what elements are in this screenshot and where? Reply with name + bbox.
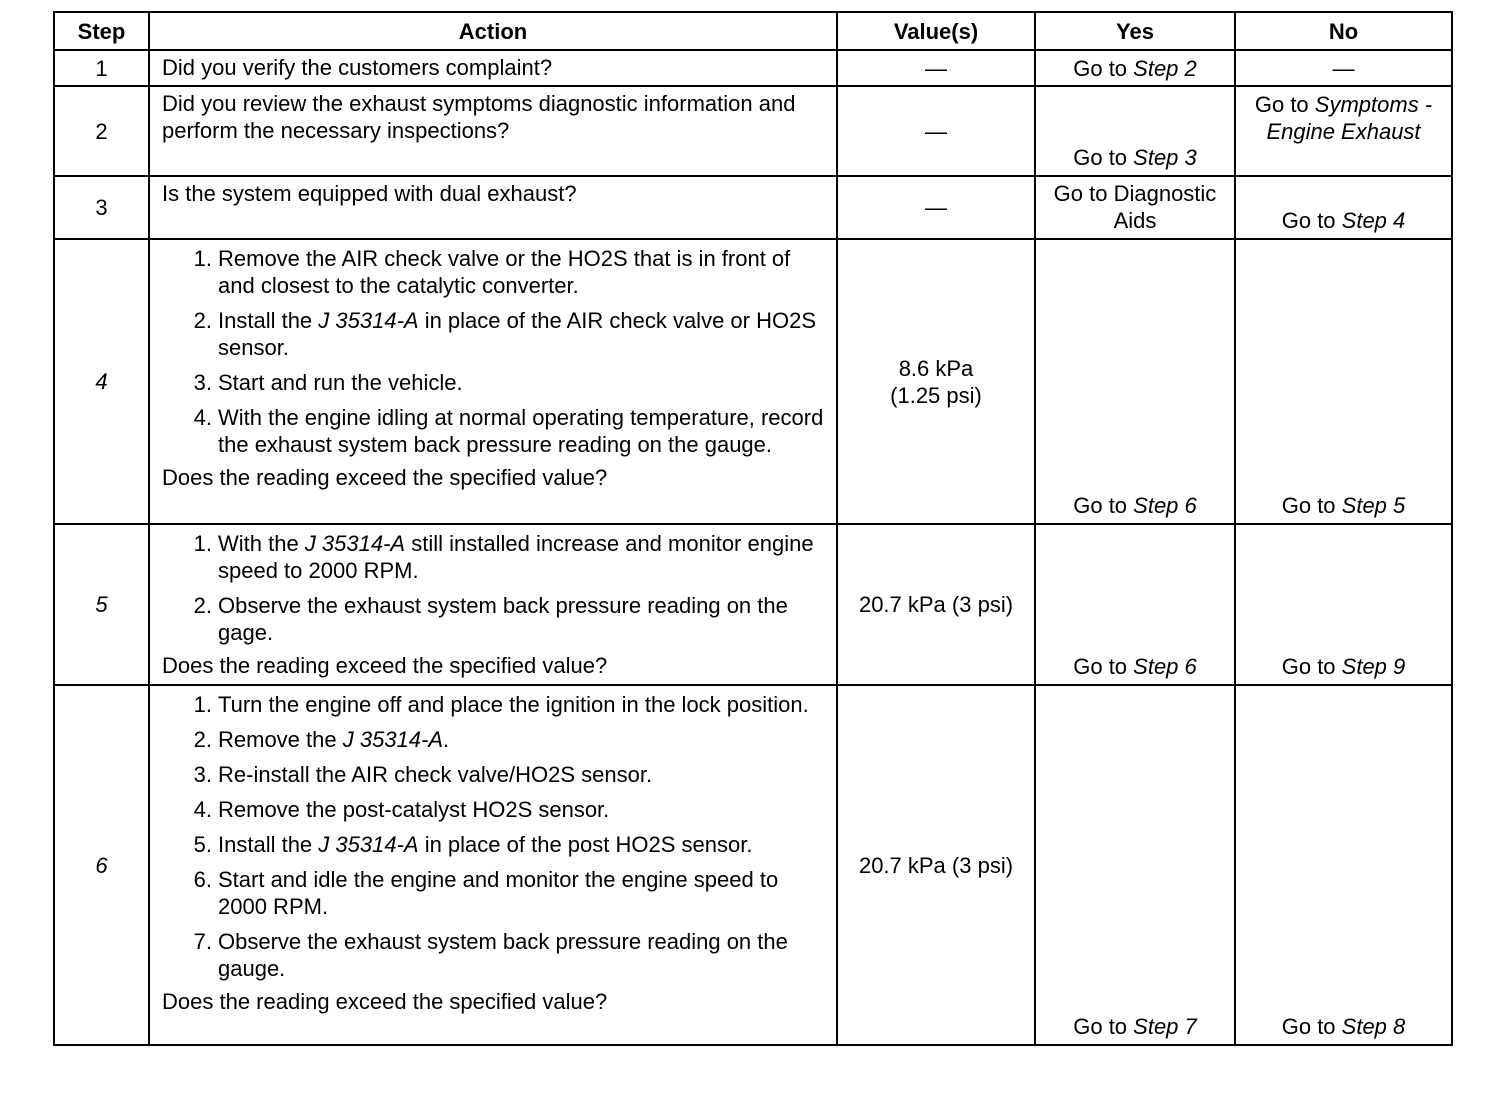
step-number: 3 <box>54 176 149 239</box>
no-cell <box>1235 524 1452 685</box>
substep-number: 4. <box>193 797 212 822</box>
action-question: Did you verify the customers complaint? <box>162 55 553 80</box>
substep-text-post: . <box>443 727 450 752</box>
no-cell: — <box>1235 50 1452 86</box>
list-item <box>162 831 828 858</box>
substep-text-pre: Install the <box>218 832 319 857</box>
header-values: Value(s) <box>837 12 1035 50</box>
yes-diagnostic-aids-link[interactable]: Go to Diagnostic Aids <box>1053 181 1217 233</box>
action-cell <box>149 86 837 176</box>
tool-reference: J 35314-A <box>304 531 406 556</box>
yes-step-link[interactable]: Step 6 <box>1133 493 1197 518</box>
yes-cell <box>1035 86 1235 176</box>
list-item <box>162 245 828 299</box>
no-prefix: Go to <box>1281 654 1342 679</box>
substep-text <box>218 726 828 753</box>
diagnostic-table <box>53 11 1453 1046</box>
step-number: 4 <box>54 239 149 524</box>
yes-step-link[interactable]: Step 3 <box>1133 145 1197 170</box>
yes-prefix: Go to <box>1073 493 1134 518</box>
no-prefix: Go to <box>1281 1014 1342 1039</box>
no-prefix: Go to <box>1281 208 1342 233</box>
yes-step-link[interactable]: Step 6 <box>1133 654 1197 679</box>
header-no: No <box>1235 12 1452 50</box>
list-item <box>162 369 828 396</box>
substep-number: 2. <box>193 593 212 618</box>
substep-text <box>218 530 828 584</box>
yes-cell <box>1035 176 1235 239</box>
table-row <box>54 524 1452 685</box>
substep-number: 2. <box>193 727 212 752</box>
tool-reference: J 35314-A <box>318 308 419 333</box>
substep-number: 3. <box>193 762 212 787</box>
substep-number: 7. <box>193 929 212 954</box>
step-number: 5 <box>54 524 149 685</box>
action-cell <box>149 50 837 86</box>
substep-text <box>218 831 828 858</box>
list-item <box>162 866 828 920</box>
substep-text: Re-install the AIR check valve/HO2S sensor. <box>218 762 653 787</box>
action-question: Does the reading exceed the specified value? <box>162 653 608 678</box>
substep-text: Turn the engine off and place the ignition in the lock position. <box>218 692 809 717</box>
header-step: Step <box>54 12 149 50</box>
substep-number: 4. <box>193 405 212 430</box>
list-item <box>162 530 828 584</box>
step-number: 1 <box>54 50 149 86</box>
list-item <box>162 404 828 458</box>
substep-number: 5. <box>193 832 212 857</box>
value-cell: 20.7 kPa (3 psi) <box>837 685 1035 1045</box>
yes-cell <box>1035 524 1235 685</box>
table-row <box>54 685 1452 1045</box>
substep-list <box>162 530 828 646</box>
substep-text-pre: Remove the <box>218 727 343 752</box>
substep-number: 6. <box>193 867 212 892</box>
substep-text: Start and idle the engine and monitor the engine speed to 2000 RPM. <box>218 867 779 919</box>
no-step-link[interactable]: Step 8 <box>1341 1014 1406 1039</box>
table-row <box>54 50 1452 86</box>
value-cell: — <box>837 176 1035 239</box>
action-cell <box>149 239 837 524</box>
action-question: Is the system equipped with dual exhaust? <box>162 181 577 206</box>
action-cell <box>149 524 837 685</box>
list-item <box>162 691 828 718</box>
table-header-row <box>54 12 1452 50</box>
substep-number: 1. <box>193 246 212 271</box>
action-cell <box>149 176 837 239</box>
step-number: 6 <box>54 685 149 1045</box>
value-text: 8.6 kPa (1.25 psi) <box>890 355 982 408</box>
value-cell: — <box>837 50 1035 86</box>
no-step-link[interactable]: Step 5 <box>1341 493 1406 518</box>
yes-cell <box>1035 239 1235 524</box>
action-question: Did you review the exhaust symptoms diagnostic information and perform the necessary inspections? <box>162 91 796 143</box>
tool-reference: J 35314-A <box>342 727 444 752</box>
list-item <box>162 796 828 823</box>
header-yes: Yes <box>1035 12 1235 50</box>
list-item <box>162 928 828 982</box>
no-symptoms-link[interactable]: Symptoms - Engine Exhaust <box>1266 92 1433 144</box>
table-row <box>54 239 1452 524</box>
no-prefix: Go to <box>1281 493 1342 518</box>
list-item <box>162 592 828 646</box>
substep-text: Remove the AIR check valve or the HO2S that is in front of and closest to the catalytic converter. <box>218 246 791 298</box>
yes-step-link[interactable]: Step 7 <box>1133 1014 1197 1039</box>
substep-text-post: still installed increase and monitor engine speed to 2000 RPM. <box>218 531 814 583</box>
substep-number: 3. <box>193 370 212 395</box>
substep-text: Start and run the vehicle. <box>218 370 463 395</box>
substep-text-post: in place of the AIR check valve or HO2S sensor. <box>218 308 816 360</box>
no-cell <box>1235 176 1452 239</box>
no-cell <box>1235 86 1452 176</box>
yes-prefix: Go to <box>1073 55 1134 81</box>
list-item <box>162 726 828 753</box>
yes-cell <box>1035 50 1235 86</box>
substep-list <box>162 691 828 982</box>
step-number: 2 <box>54 86 149 176</box>
substep-number: 1. <box>193 692 212 717</box>
substep-text: With the engine idling at normal operating temperature, record the exhaust system back pressure reading on the gauge. <box>218 405 824 457</box>
value-cell: — <box>837 86 1035 176</box>
table-row <box>54 176 1452 239</box>
no-prefix: Go to <box>1254 92 1315 117</box>
substep-text <box>218 307 828 361</box>
list-item <box>162 307 828 361</box>
substep-list <box>162 245 828 458</box>
no-cell <box>1235 685 1452 1045</box>
list-item <box>162 761 828 788</box>
value-cell: 20.7 kPa (3 psi) <box>837 524 1035 685</box>
value-cell <box>837 239 1035 524</box>
header-action: Action <box>149 12 837 50</box>
yes-prefix: Go to <box>1073 1014 1134 1039</box>
yes-prefix: Go to <box>1073 145 1134 170</box>
action-cell <box>149 685 837 1045</box>
substep-number: 1. <box>193 531 212 556</box>
table-row <box>54 86 1452 176</box>
action-question: Does the reading exceed the specified value? <box>162 989 608 1014</box>
substep-text-post: in place of the post HO2S sensor. <box>418 832 753 857</box>
yes-cell <box>1035 685 1235 1045</box>
substep-text-pre: With the <box>218 531 305 556</box>
action-question: Does the reading exceed the specified value? <box>162 465 608 490</box>
substep-number: 2. <box>193 308 212 333</box>
no-step-link[interactable]: Step 9 <box>1341 654 1406 679</box>
no-cell <box>1235 239 1452 524</box>
yes-prefix: Go to <box>1073 654 1134 679</box>
no-step-link[interactable]: Step 4 <box>1341 208 1406 233</box>
yes-step-link[interactable]: Step 2 <box>1133 55 1197 81</box>
substep-text-pre: Install the <box>218 308 319 333</box>
substep-text: Remove the post-catalyst HO2S sensor. <box>218 797 610 822</box>
substep-text: Observe the exhaust system back pressure reading on the gauge. <box>218 929 788 981</box>
tool-reference: J 35314-A <box>318 832 419 857</box>
substep-text: Observe the exhaust system back pressure reading on the gage. <box>218 593 788 645</box>
